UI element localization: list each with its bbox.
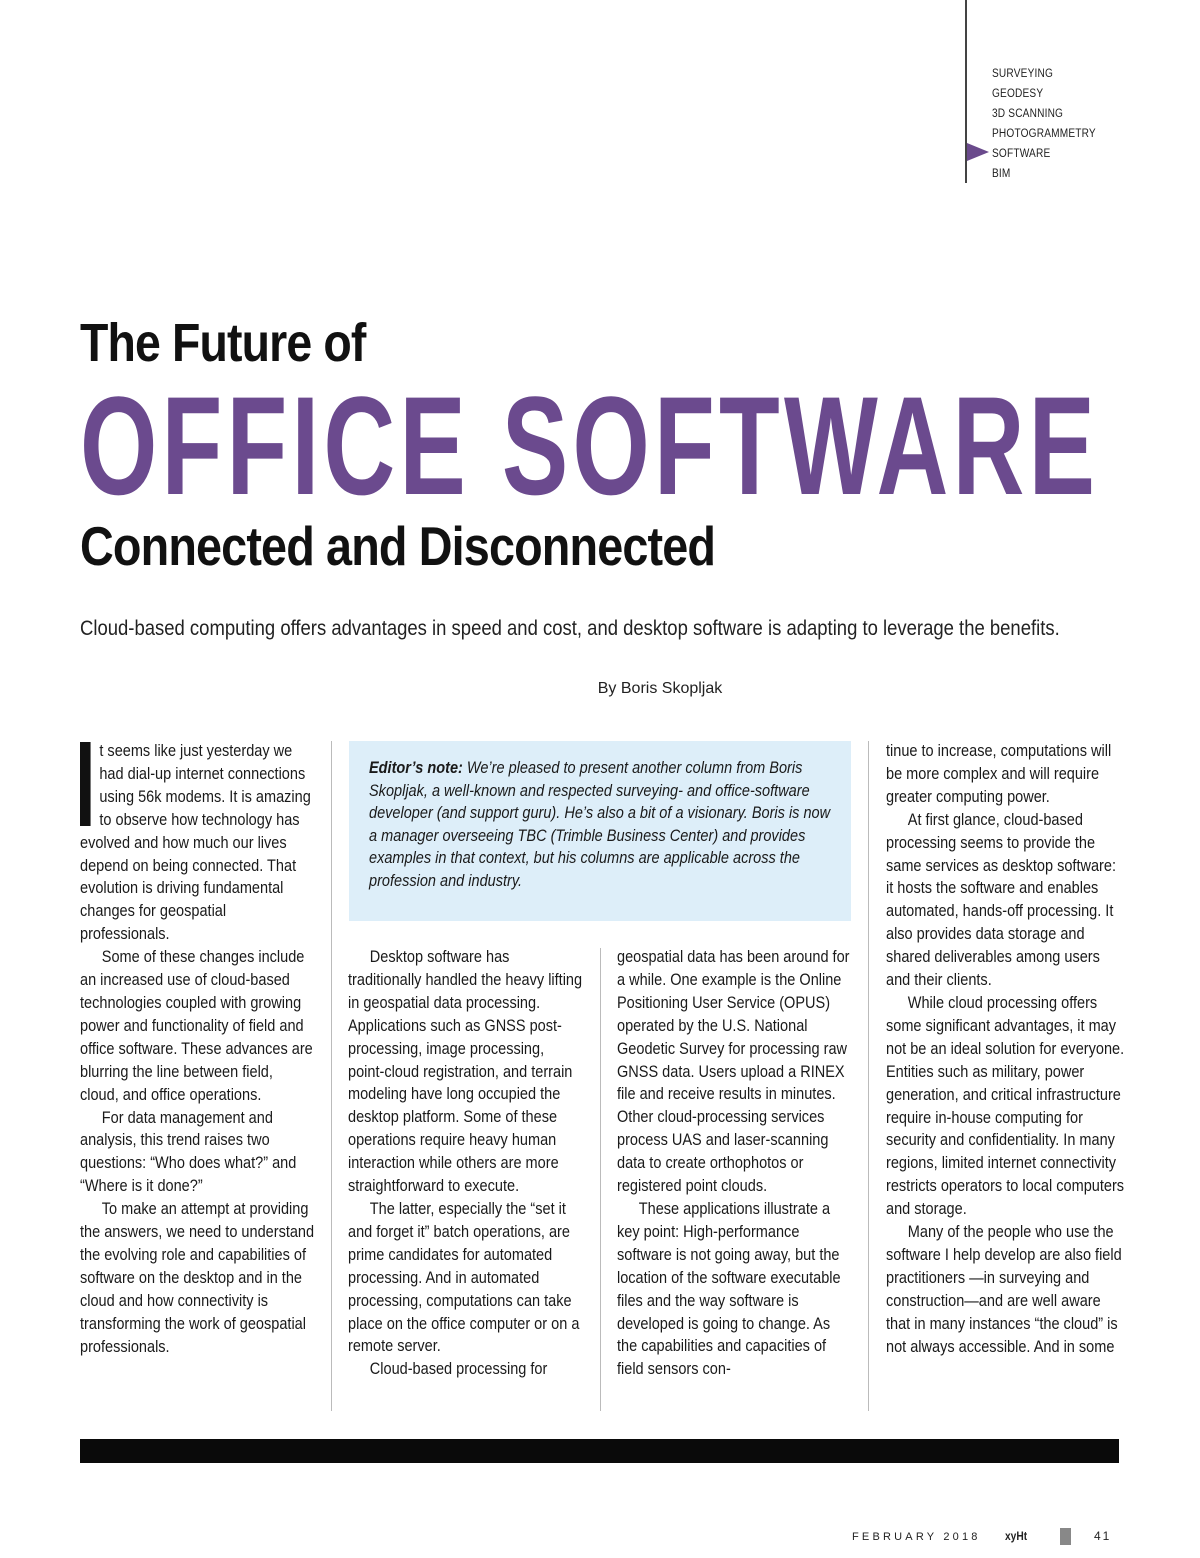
drop-cap-i	[80, 742, 91, 826]
section-nav	[992, 64, 1110, 184]
article-column-4	[886, 740, 1126, 1358]
paragraph: For data management and analysis, this trend raises two questions: “Who does what?” and “Where is it done?”	[80, 1108, 297, 1196]
deck-subtitle: Cloud-based computing offers advantages in speed and cost, and desktop software is adapting to leverage the benefits.	[80, 617, 1060, 640]
paragraph: t seems like just yesterday we had dial-up internet connections using 56k modems. It is amazing to observe how technology has evolved and how much our lives depend on being connected. That evolution is driving fundamental changes for geospatial professionals.	[80, 742, 311, 944]
column-divider	[868, 741, 869, 1411]
paragraph: tinue to increase, computations will be more complex and will require greater computing power.	[886, 742, 1112, 806]
paragraph: To make an attempt at providing the answers, we need to understand the evolving role and capabilities of software on the desktop and in the cloud and how connectivity is transforming the work of geospatial professionals.	[80, 1200, 315, 1356]
section-nav-item: PHOTOGRAMMETRY	[992, 128, 1096, 140]
section-nav-item: GEODESY	[992, 88, 1044, 100]
folio-page-number: 41	[1094, 1529, 1112, 1543]
headline-line-1: The Future of	[80, 313, 366, 373]
folio-date: FEBRUARY 2018	[852, 1531, 981, 1543]
editors-note-box	[349, 741, 851, 921]
paragraph: geospatial data has been around for a while. One example is the Online Positioning User Service (OPUS) operated by the U.S. National Geodetic Survey for processing raw GNSS data. Users upload a RINEX file and receive results in minutes. Other cloud-processing services process UAS and laser-scanning data to create orthophotos or registered point clouds.	[617, 948, 850, 1196]
article-column-3	[617, 946, 852, 1381]
headline-line-2: OFFICE SOFTWARE	[80, 367, 1100, 524]
paragraph: While cloud processing offers some significant advantages, it may not be an ideal solution for everyone. Entities such as military, power generation, and critical infrastructure require in-house computing for security and confidentiality. In many regions, limited internet connectivity restricts operators to local computers and storage.	[886, 993, 1125, 1219]
editors-note-lead: Editor’s note:	[369, 759, 463, 777]
article-column-2	[348, 946, 583, 1381]
active-section-pointer-icon	[967, 143, 989, 161]
section-nav-item-active: SOFTWARE	[992, 148, 1051, 160]
section-nav-item: SURVEYING	[992, 68, 1054, 80]
column-divider	[331, 741, 332, 1411]
footer-bar	[80, 1439, 1119, 1463]
paragraph: Many of the people who use the software I help develop are also field practitioners —in surveying and construction—and are well aware that in many instances “the cloud” is not always accessible. And in some	[886, 1223, 1122, 1356]
folio-separator-block	[1060, 1528, 1071, 1545]
paragraph: The latter, especially the “set it and forget it” batch operations, are prime candidates for automated processing. And in automated processing, computations can take place on the office computer or on a remote server.	[348, 1199, 580, 1356]
section-nav-item: 3D SCANNING	[992, 108, 1064, 120]
folio-magazine-name: xyHt	[1005, 1529, 1028, 1543]
paragraph: Desktop software has traditionally handled the heavy lifting in geospatial data processing. Applications such as GNSS post-processing, image processing, point-cloud registration, and terrain modeling have long occupied the desktop platform. Some of these operations require heavy human interaction while others are more straightforward to execute.	[348, 948, 583, 1196]
paragraph: Cloud-based processing for	[369, 1360, 548, 1379]
editors-note-body: We’re pleased to present another column from Boris Skopljak, a well-known and respected surveying- and office-software developer (and support guru). He’s also a bit of a visionary. Boris is now a manager overseeing TBC (Trimble Business Center) and provides examples in that context, but his columns are applicable across the profession and industry.	[369, 759, 831, 890]
paragraph: At first glance, cloud-based processing seems to provide the same services as desktop software: it hosts the software and enables automated, hands-off processing. It also provides data storage and shared deliverables among users and their clients.	[886, 810, 1116, 990]
paragraph: These applications illustrate a key point: High-performance software is not going away, but the location of the software executable files and the way software is developed is going to change. As the capabilities and capacities of field sensors con-	[617, 1199, 841, 1379]
article-column-1	[80, 740, 315, 1358]
byline: By Boris Skopljak	[597, 680, 723, 697]
paragraph: Some of these changes include an increased use of cloud-based technologies coupled with growing power and functionality of field and office software. These advances are blurring the line between field, cloud, and office operations.	[80, 948, 313, 1104]
section-nav-item: BIM	[992, 168, 1011, 180]
column-divider	[600, 948, 601, 1411]
headline-line-3: Connected and Disconnected	[80, 515, 716, 577]
